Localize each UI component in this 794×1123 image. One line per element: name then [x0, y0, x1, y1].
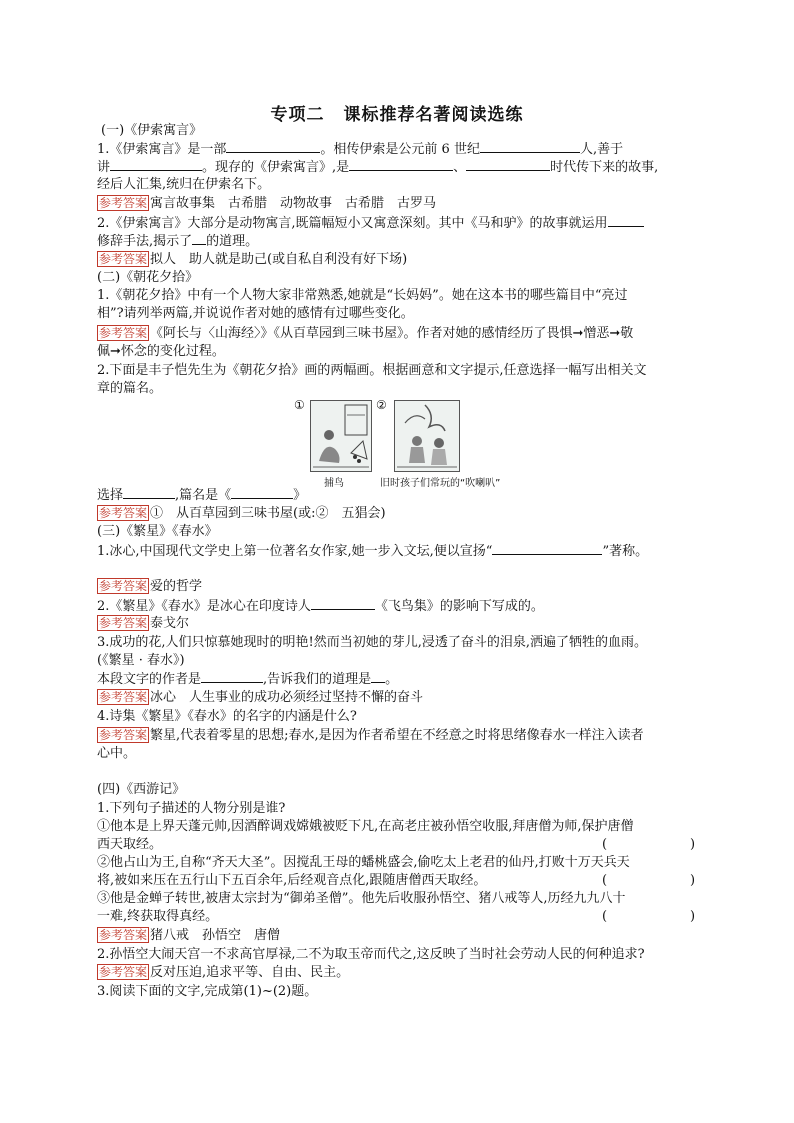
answer-badge: 参考答案 — [99, 965, 148, 979]
section2-heading: (二)《朝花夕拾》 — [97, 270, 199, 285]
s2-answer2: 参考答案 ① 从百草园到三味书屋(或:② 五猖会) — [99, 506, 386, 521]
blank — [311, 597, 375, 610]
s4-item1-line2: 西天取经。 — [97, 837, 163, 852]
s1-answer1: 参考答案 寓言故事集 古希腊 动物故事 古希腊 古罗马 — [99, 196, 437, 211]
blank — [192, 232, 206, 245]
answer-paren-close: ) — [690, 909, 696, 924]
blank — [226, 140, 320, 153]
caption-1: 捕鸟 — [324, 478, 344, 489]
blank — [371, 670, 385, 683]
figure-mark-2: ② — [376, 398, 387, 412]
s3-q2: 2.《繁星》《春水》是冰心在印度诗人 《飞鸟集》的影响下写成的。 — [97, 599, 544, 614]
section1-heading: (一)《伊索寓言》 — [101, 123, 203, 138]
s1-q1-line1: 1.《伊索寓言》是一部 。相传伊索是公元前 6 世纪 人,善于 — [97, 142, 624, 157]
s2-answer1-line2: 佩➞怀念的变化过程。 — [97, 344, 225, 359]
blank — [466, 158, 550, 171]
painting-bird-catching — [310, 400, 372, 472]
answer-paren-open: ( — [602, 909, 608, 924]
answer-badge: 参考答案 — [99, 326, 148, 340]
blank — [480, 140, 580, 153]
s3-q3-line1: 3.成功的花,人们只惊慕她现时的明艳!然而当初她的芽儿,浸透了奋斗的泪泉,洒遍了牺牲的血雨。 — [97, 635, 648, 650]
s3-answer1: 参考答案 爱的哲学 — [99, 579, 203, 594]
s4-item3-line1: ③他是金蝉子转世,被唐太宗封为“御弟圣僧”。他先后收服孙悟空、猪八戒等人,历经九九八十 — [97, 891, 626, 906]
answer-paren-close: ) — [690, 873, 696, 888]
answer-badge: 参考答案 — [99, 196, 148, 210]
s2-q2-line1: 2.下面是丰子恺先生为《朝花夕拾》画的两幅画。根据画意和文字提示,任意选择一幅写出相关文 — [97, 363, 647, 378]
s2-q2-line2: 章的篇名。 — [97, 381, 163, 396]
s3-answer4-line2: 心中。 — [97, 746, 137, 761]
s2-answer1-line1: 参考答案 《阿长与〈山海经〉》《从百草园到三味书屋》。作者对她的感情经历了畏惧➞憎恶➞敬 — [99, 326, 634, 341]
blank — [123, 486, 175, 499]
s1-q2-line2: 修辞手法,揭示了 的道理。 — [97, 234, 259, 249]
answer-badge: 参考答案 — [99, 506, 148, 520]
painting-children-playing — [394, 400, 460, 472]
s4-q3: 3.阅读下面的文字,完成第(1)~(2)题。 — [97, 984, 318, 999]
illustration-pair — [294, 398, 528, 489]
blank — [349, 158, 453, 171]
s3-q3-line3: 本段文字的作者是 ,告诉我们的道理是 。 — [97, 672, 399, 687]
blank — [608, 214, 644, 227]
s4-item2-line2: 将,被如来压在五行山下五百余年,后经观音点化,跟随唐僧西天取经。 — [97, 873, 487, 888]
answer-badge: 参考答案 — [99, 252, 148, 266]
answer-paren-close: ) — [690, 837, 696, 852]
title-part1: 专项二 — [270, 105, 325, 125]
blank — [231, 486, 293, 499]
answer-badge: 参考答案 — [99, 690, 148, 704]
s1-q1-line2: 讲 。现存的《伊索寓言》,是 、 时代传下来的故事, — [97, 160, 659, 175]
answer-badge: 参考答案 — [99, 616, 148, 630]
s4-item2-line1: ②他占山为王,自称“齐天大圣”。因搅乱王母的蟠桃盛会,偷吃太上老君的仙丹,打败十万天兵天 — [97, 855, 630, 870]
answer-paren-open: ( — [602, 837, 608, 852]
s1-answer2: 参考答案 拟人 助人就是助己(或自私自利没有好下场) — [99, 252, 408, 267]
s1-q2-line1: 2.《伊索寓言》大部分是动物寓言,既篇幅短小又寓意深刻。其中《马和驴》的故事就运用 — [97, 214, 644, 232]
answer-badge: 参考答案 — [99, 728, 148, 742]
s2-q2-line3: 选择 ,篇名是《 》 — [97, 488, 307, 503]
answer-badge: 参考答案 — [99, 579, 148, 593]
answer-paren-open: ( — [602, 873, 608, 888]
s4-answer2: 参考答案 反对压迫,追求平等、自由、民主。 — [99, 965, 350, 980]
blank — [110, 158, 202, 171]
blank — [492, 542, 602, 555]
title-part2: 课标推荐名著阅读选练 — [343, 105, 524, 125]
section3-heading: (三)《繁星》《春水》 — [97, 524, 218, 539]
figure-mark-1: ① — [294, 398, 305, 412]
s4-item1-line1: ①他本是上界天蓬元帅,因酒醉调戏嫦娥被贬下凡,在高老庄被孙悟空收服,拜唐僧为师,保护唐僧 — [97, 819, 634, 834]
s2-q1-line2: 相”?请列举两篇,并说说作者对她的感情有过哪些变化。 — [97, 306, 414, 321]
s2-q1-line1: 1.《朝花夕拾》中有一个人物大家非常熟悉,她就是“长妈妈”。她在这本书的哪些篇目中“亮过 — [97, 288, 628, 303]
s3-q3-source: (《繁星 · 春水》) — [97, 653, 185, 668]
s1-q1-line3: 经后人汇集,统归在伊索名下。 — [97, 177, 271, 192]
caption-2: 旧时孩子们常玩的“吹喇叭” — [380, 478, 501, 489]
s3-q4: 4.诗集《繁星》《春水》的名字的内涵是什么? — [97, 709, 357, 724]
section4-heading: (四)《西游记》 — [97, 782, 186, 797]
s4-q1: 1.下列句子描述的人物分别是谁? — [97, 801, 286, 816]
s3-answer2: 参考答案 泰戈尔 — [99, 616, 190, 631]
s4-q2: 2.孙悟空大闹天宫一不求高官厚禄,二不为取玉帝而代之,这反映了当时社会劳动人民的何种追求? — [97, 947, 645, 962]
s4-item3-line2: 一难,终获取得真经。 — [97, 909, 219, 924]
answer-badge: 参考答案 — [99, 928, 148, 942]
s3-answer3: 参考答案 冰心 人生事业的成功必须经过坚持不懈的奋斗 — [99, 690, 424, 705]
blank — [201, 670, 263, 683]
s3-answer4-line1: 参考答案 繁星,代表着零星的思想;春水,是因为作者希望在不经意之时将思绪像春水一样注入读者 — [99, 728, 644, 743]
s4-answer1: 参考答案 猪八戒 孙悟空 唐僧 — [99, 928, 281, 943]
s3-q1: 1.冰心,中国现代文学史上第一位著名女作家,她一步入文坛,便以宣扬“ ”著称。 — [97, 544, 649, 559]
